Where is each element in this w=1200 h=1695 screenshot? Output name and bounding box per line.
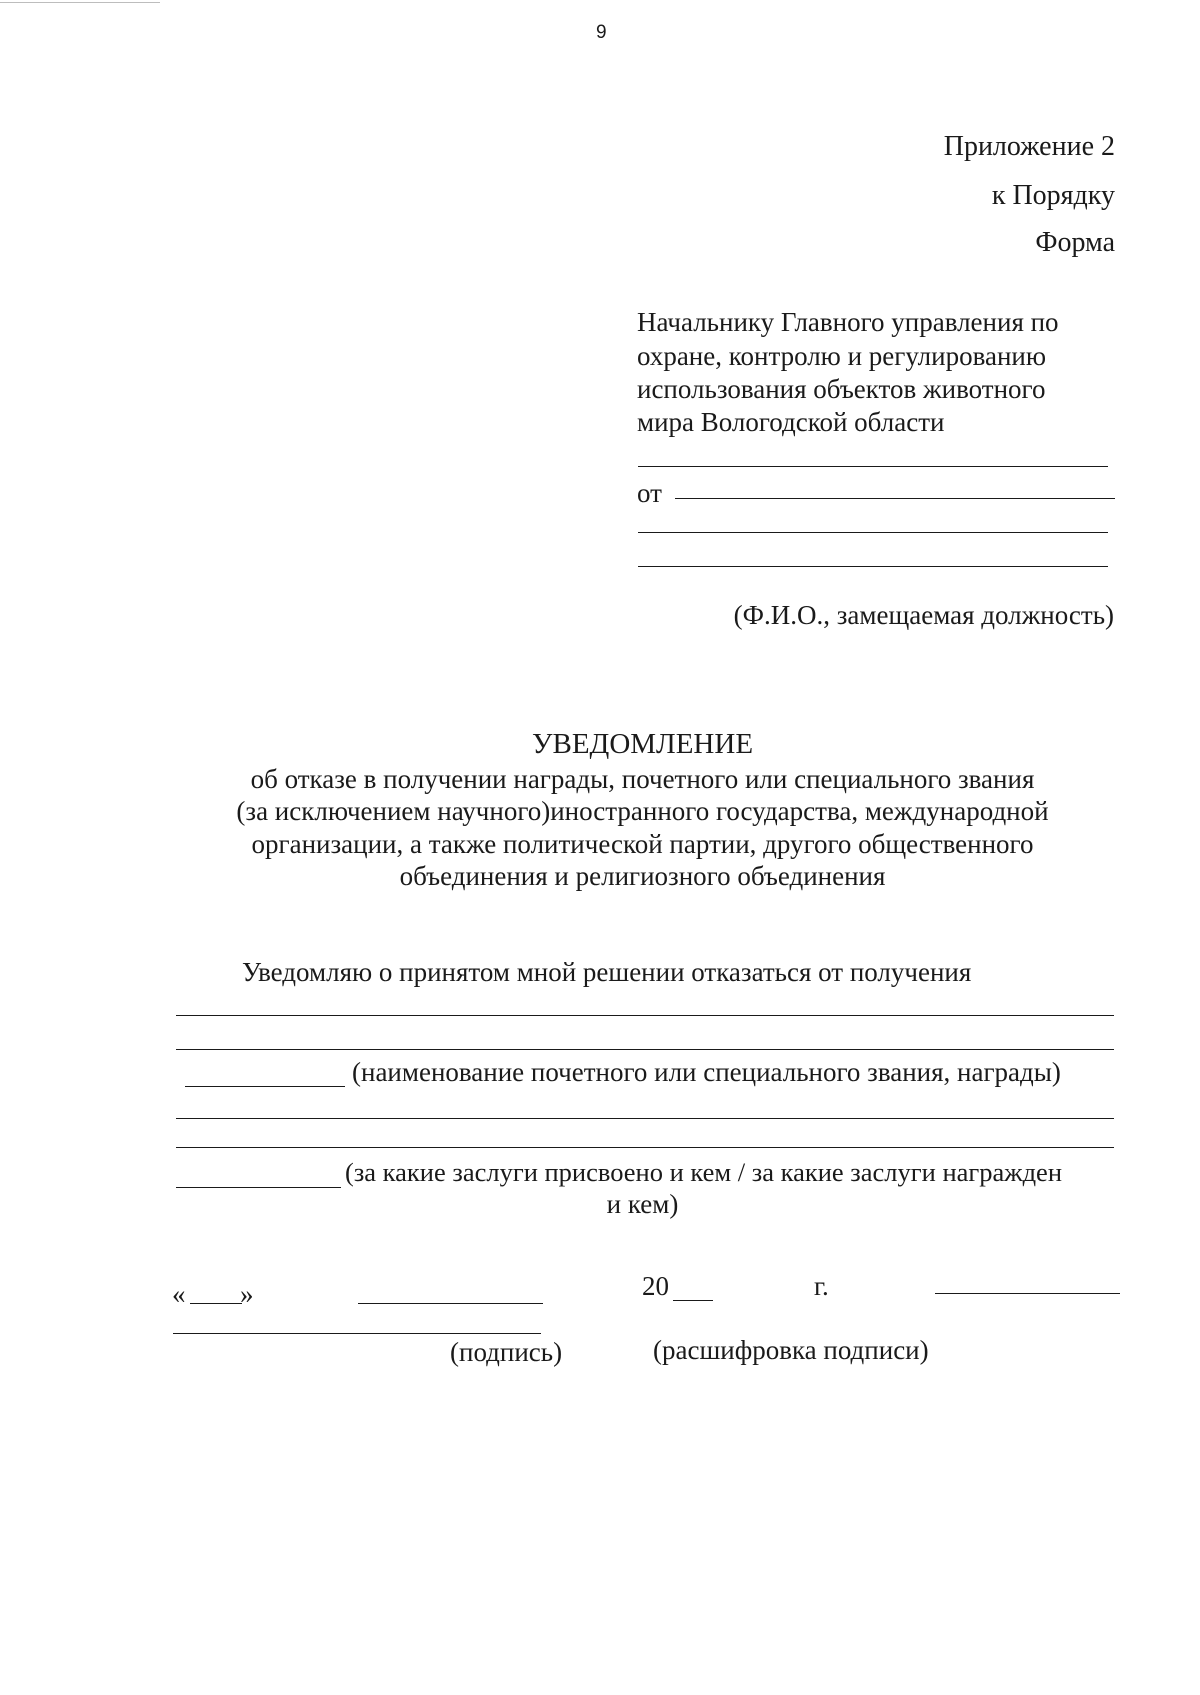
merit-hint-lead-line (176, 1187, 341, 1188)
document-title: УВЕДОМЛЕНИЕ (531, 728, 754, 760)
addressee-blank-line (638, 466, 1108, 467)
page-number: 9 (596, 22, 607, 43)
merit-hint: (за какие заслуги присвоено и кем / за какие заслуги награжден (345, 1157, 1063, 1187)
addressee-blank-line (638, 566, 1108, 567)
addressee-line: мира Вологодской области (637, 407, 945, 437)
document-subtitle-line: организации, а также политической партии, другого общественного (251, 829, 1034, 859)
award-blank-line (176, 1015, 1114, 1016)
merit-hint-continuation: и кем) (606, 1189, 679, 1219)
month-blank-line (358, 1303, 543, 1304)
year-blank-line (673, 1300, 713, 1301)
merit-blank-line (176, 1118, 1114, 1119)
signature-hint: (подпись) (450, 1337, 563, 1367)
addressee-line: использования объектов животного (637, 374, 1046, 404)
addressee-blank-line (638, 532, 1108, 533)
from-label: от (637, 478, 662, 508)
award-blank-line (176, 1049, 1114, 1050)
year-prefix: 20 (642, 1271, 669, 1301)
form-label: Форма (1035, 227, 1115, 258)
award-hint: (наименование почетного или специального звания, награды) (352, 1057, 1061, 1087)
decoding-hint: (расшифровка подписи) (653, 1335, 929, 1365)
from-blank-line (675, 498, 1115, 499)
document-subtitle-line: объединения и религиозного объединения (399, 861, 886, 891)
document-subtitle-line: (за исключением научного)иностранного государства, международной (236, 796, 1049, 826)
award-hint-lead-line (185, 1086, 345, 1087)
date-quote-close: » (240, 1279, 254, 1309)
year-suffix: г. (814, 1271, 829, 1301)
appendix-reference: к Порядку (991, 180, 1115, 211)
notification-intro: Уведомляю о принятом мной решении отказаться от получения (242, 957, 972, 987)
document-subtitle-line: об отказе в получении награды, почетного или специального звания (250, 764, 1035, 794)
merit-blank-line (176, 1147, 1114, 1148)
addressee-line: охране, контролю и регулированию (637, 341, 1047, 371)
appendix-title: Приложение 2 (943, 131, 1115, 162)
scan-edge-line (0, 2, 160, 3)
signature-blank-line (173, 1333, 541, 1334)
addressee-hint: (Ф.И.О., замещаемая должность) (733, 600, 1114, 630)
day-blank-line (190, 1303, 242, 1304)
date-quote-open: « (172, 1279, 186, 1309)
addressee-line: Начальнику Главного управления по (637, 307, 1059, 337)
decoding-blank-line (935, 1293, 1120, 1294)
